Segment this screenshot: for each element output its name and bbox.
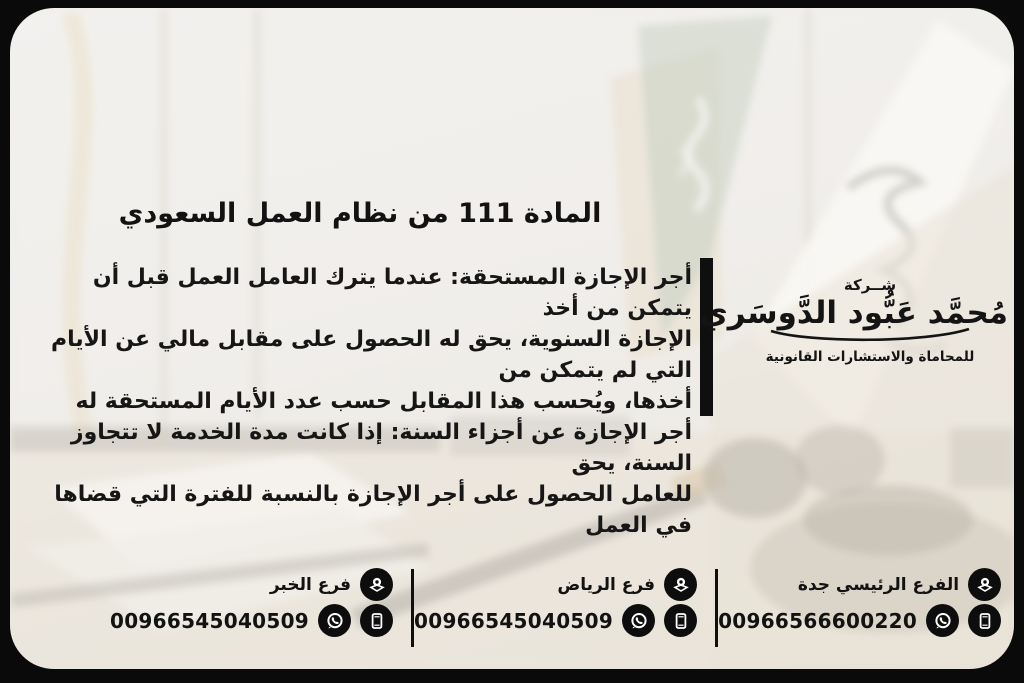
law-firm-logo xyxy=(699,276,1008,365)
article-line: أجر الإجازة المستحقة: عندما يترك العامل العمل قبل أن يتمكن من أخذ xyxy=(92,265,692,321)
location-pin-icon xyxy=(664,568,697,601)
poster-card xyxy=(10,8,1014,669)
article-text xyxy=(28,262,692,541)
article-line: الإجازة السنوية، يحق له الحصول على مقابل مالي عن الأيام التي لم يتمكن من xyxy=(51,327,692,383)
whatsapp-icon xyxy=(318,604,351,637)
article-line: أخذها، ويُحسب هذا المقابل حسب عدد الأيام المستحقة له xyxy=(75,389,692,414)
branch-phone: 00966545040509 xyxy=(414,608,614,633)
smartphone-icon xyxy=(664,604,697,637)
branch-khobar xyxy=(110,568,414,647)
separator-bar xyxy=(700,258,713,416)
article-title: المادة 111 من نظام العمل السعودي xyxy=(118,198,602,229)
branch-name: فرع الخبر xyxy=(269,574,352,595)
branch-phone: 00966545040509 xyxy=(110,608,310,633)
logo-underline-swoosh xyxy=(732,327,1008,346)
branches-footer xyxy=(110,568,992,647)
logo-company-word: شــركة xyxy=(843,276,897,294)
whatsapp-icon xyxy=(622,604,655,637)
location-pin-icon xyxy=(968,568,1001,601)
logo-name: مُحمَّد عَبُّود الدَّوسَري xyxy=(699,295,1008,331)
branch-name: الفرع الرئيسي جدة xyxy=(797,574,960,595)
branch-name: فرع الرياض xyxy=(557,574,656,595)
branch-phone: 00966566600220 xyxy=(718,608,918,633)
article-line: للعامل الحصول على أجر الإجازة بالنسبة للفترة التي قضاها في العمل xyxy=(54,482,692,538)
smartphone-icon xyxy=(360,604,393,637)
location-pin-icon xyxy=(360,568,393,601)
smartphone-icon xyxy=(968,604,1001,637)
logo-subtitle: للمحاماة والاستشارات القانونية xyxy=(765,349,975,365)
whatsapp-icon xyxy=(926,604,959,637)
article-line: أجر الإجازة عن أجزاء السنة: إذا كانت مدة الخدمة لا تتجاوز السنة، يحق xyxy=(70,420,692,476)
branch-riyadh xyxy=(414,568,718,647)
branch-jeddah-main xyxy=(718,568,1001,637)
